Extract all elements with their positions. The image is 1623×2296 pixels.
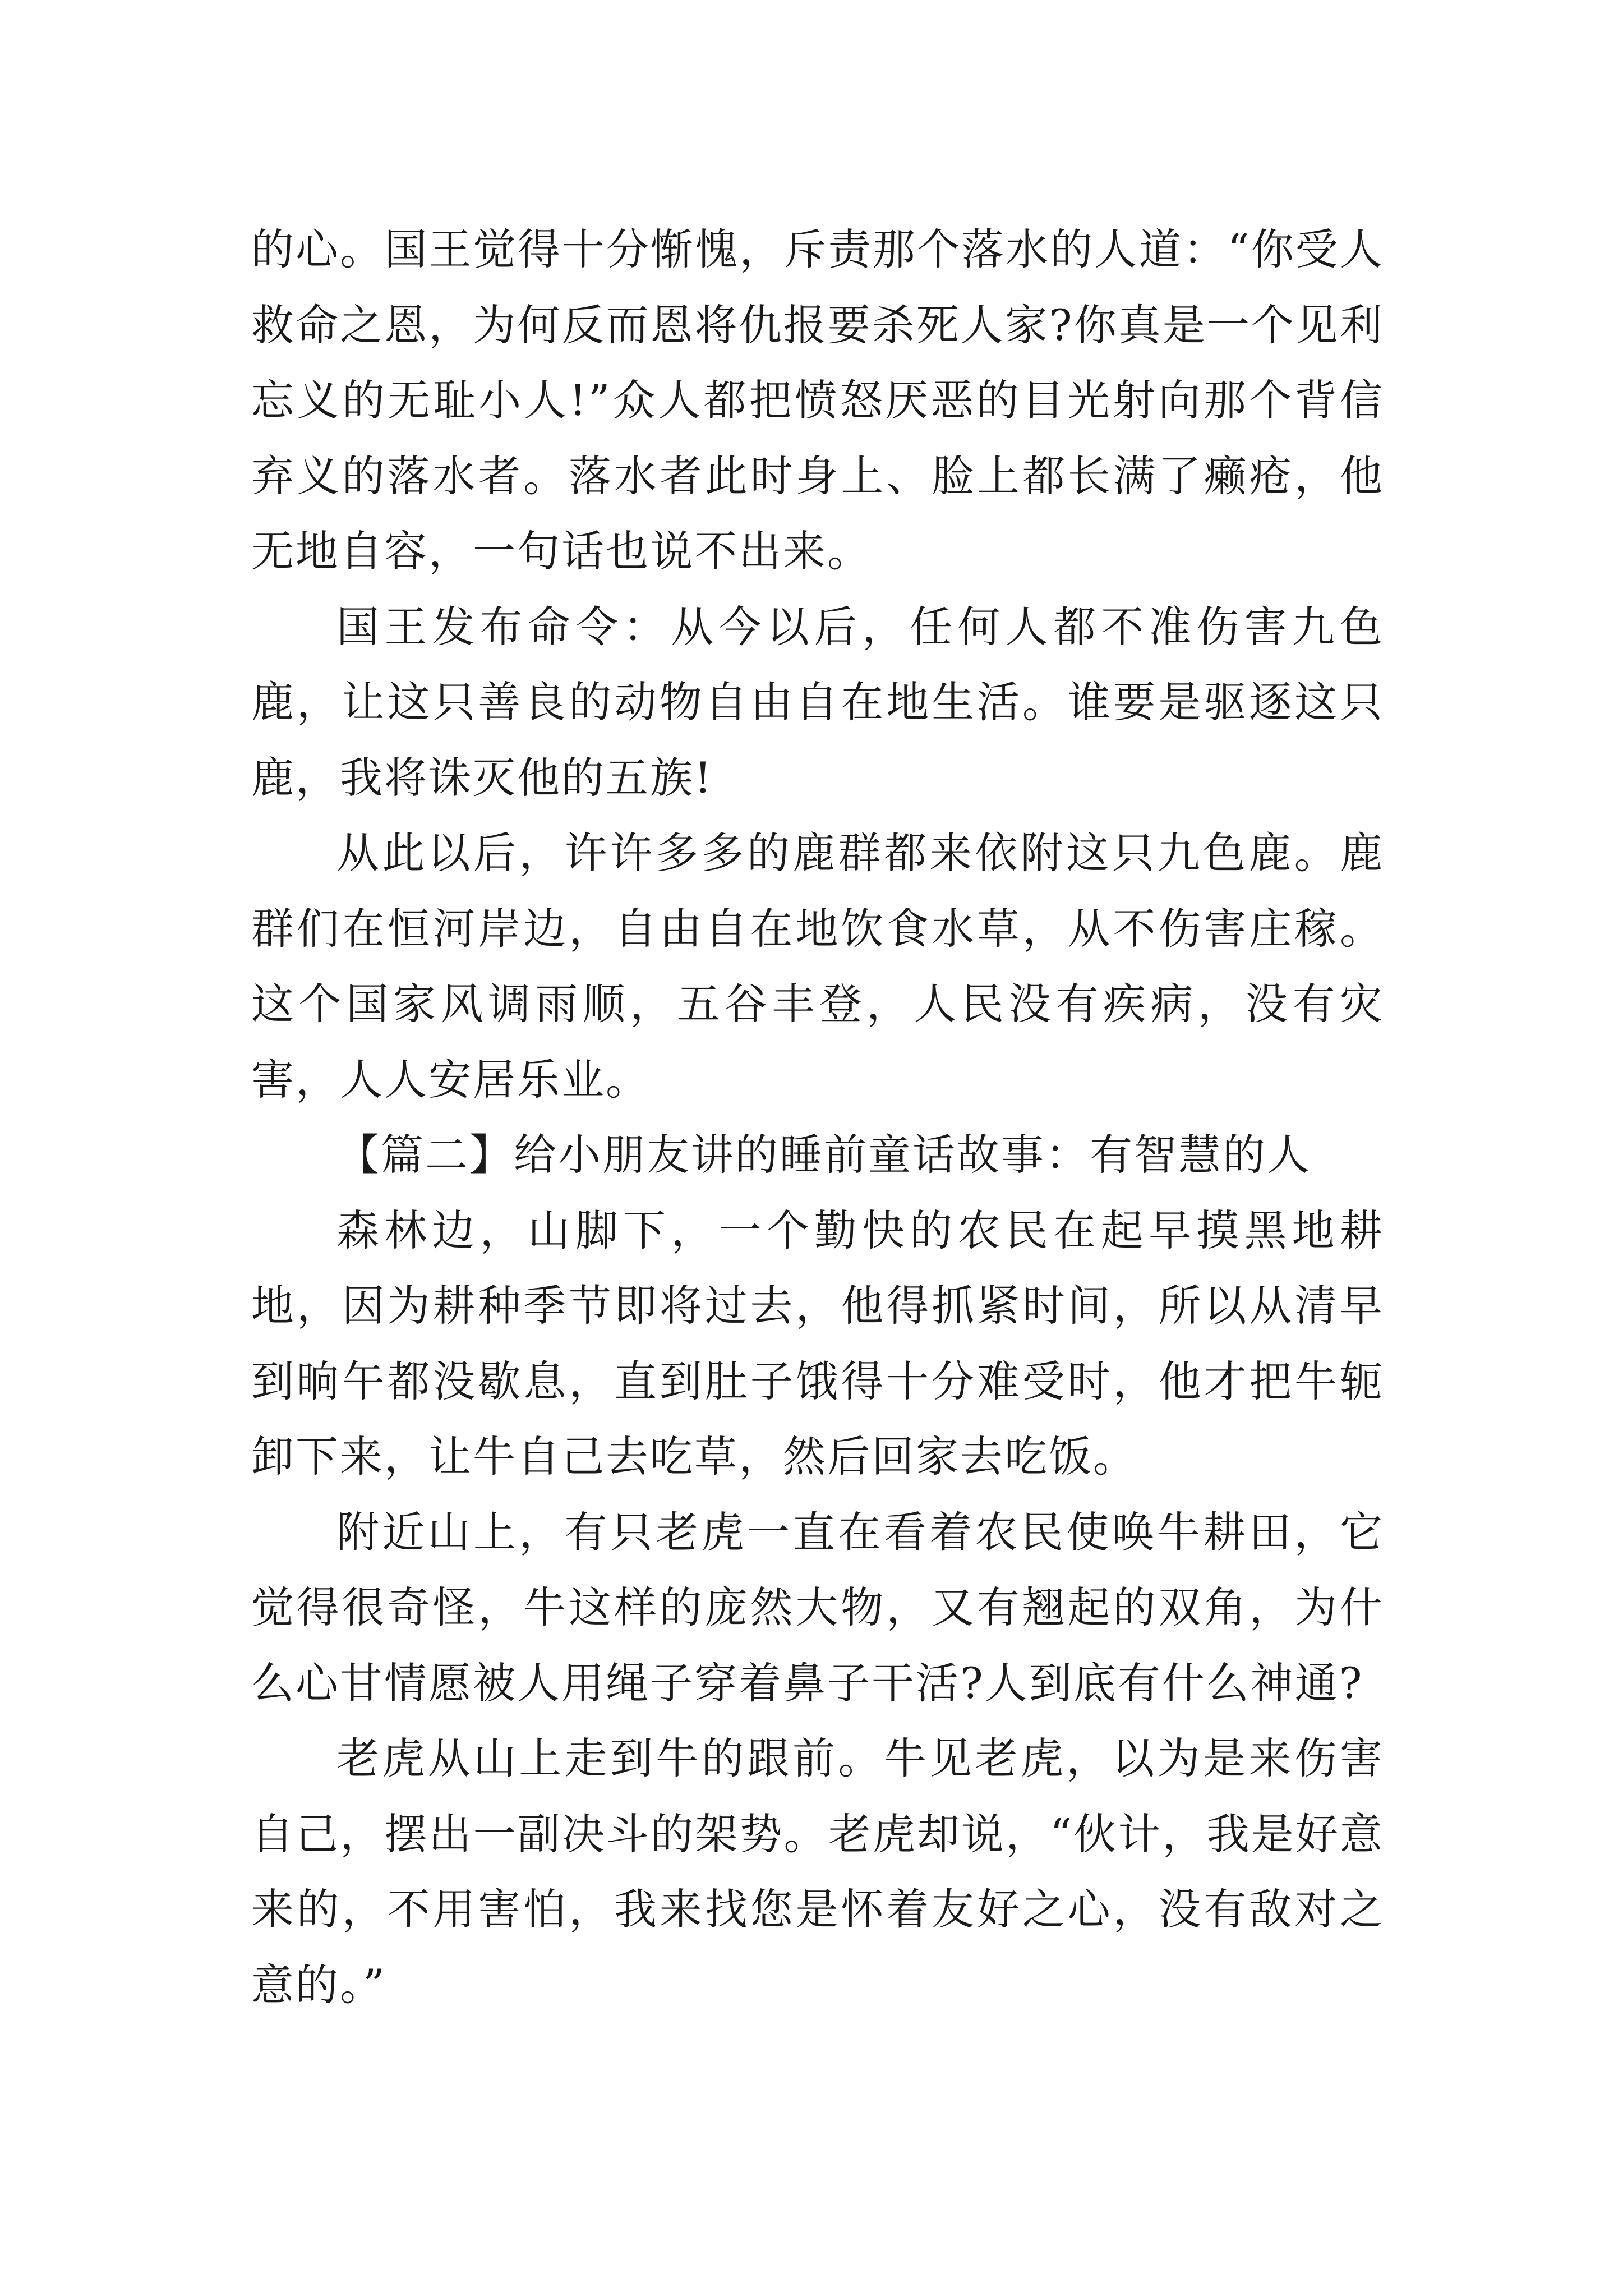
paragraph-tiger-watching: 附近山上，有只老虎一直在看着农民使唤牛耕田，它觉得很奇怪，牛这样的庞然大物，又有翘起的双角，为什么心甘情愿被人用绳子穿着鼻子干活?人到底有什么神通? (251, 1507, 1384, 1708)
paragraph-tiger-meets-ox: 老虎从山上走到牛的跟前。牛见老虎，以为是来伤害自己，摆出一副决斗的架势。老虎却说，“伙计，我是好意来的，不用害怕，我来找您是怀着友好之心，没有敌对之意的。” (251, 1733, 1384, 2010)
story-text (251, 212, 1384, 2023)
paragraph-deer-herd: 从此以后，许许多多的鹿群都来依附这只九色鹿。鹿群们在恒河岸边，自由自在地饮食水草，从不伤害庄稼。这个国家风调雨顺，五谷丰登，人民没有疾病，没有灾害，人人安居乐业。 (251, 828, 1384, 1105)
paragraph-king-decree: 国王发布命令：从今以后，任何人都不准伤害九色鹿，让这只善良的动物自由自在地生活。谁要是驱逐这只鹿，我将诛灭他的五族! (251, 601, 1384, 803)
paragraph-farmer: 森林边，山脚下，一个勤快的农民在起早摸黑地耕地，因为耕种季节即将过去，他得抓紧时间，所以从清早到晌午都没歇息，直到肚子饿得十分难受时，他才把牛轭卸下来，让牛自己去吃草，然后回家去吃饭。 (251, 1205, 1384, 1481)
paragraph-continuation: 的心。国王觉得十分惭愧，斥责那个落水的人道：“你受人救命之恩，为何反而恩将仇报要杀死人家?你真是一个见利忘义的无耻小人!”众人都把愤怒厌恶的目光射向那个背信弃义的落水者。落水者此时身上、脸上都长满了癞疮，他无地自容，一句话也说不出来。 (251, 224, 1384, 576)
section-heading: 【篇二】给小朋友讲的睡前童话故事：有智慧的人 (336, 1130, 1311, 1180)
